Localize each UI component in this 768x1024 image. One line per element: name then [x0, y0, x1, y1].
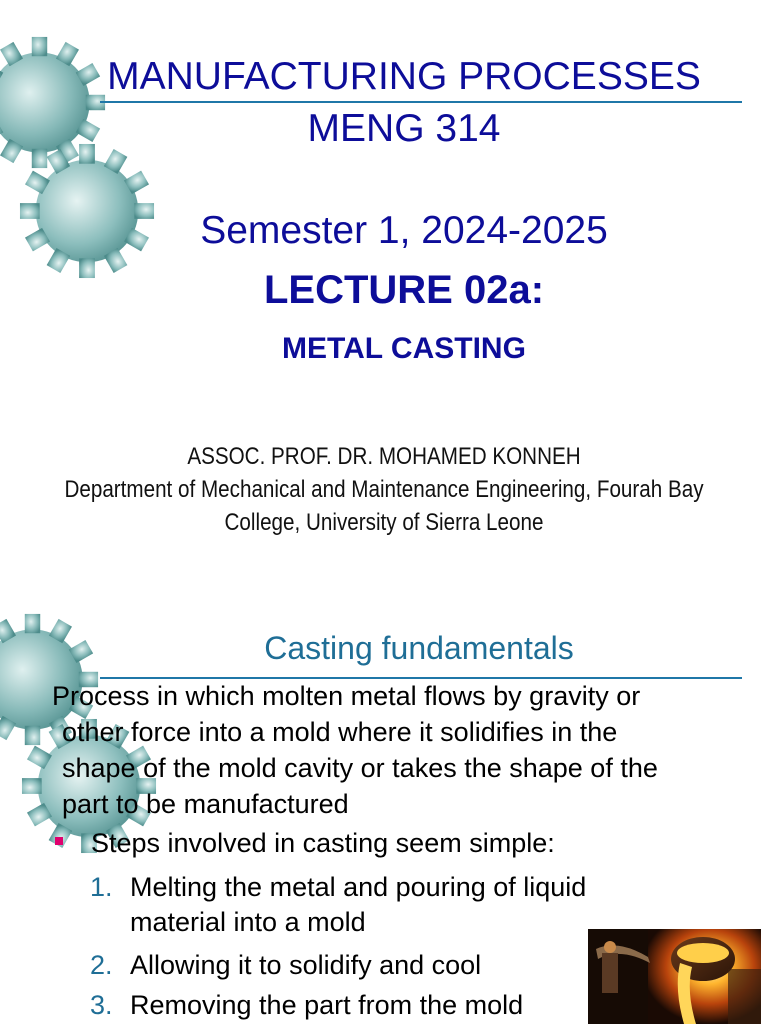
step-number: 1.	[90, 872, 113, 902]
course-title: MANUFACTURING PROCESSES	[107, 55, 701, 98]
author-name: ASSOC. PROF. DR. MOHAMED KONNEH	[187, 443, 581, 470]
author-institution: College, University of Sierra Leone	[224, 509, 544, 536]
semester: Semester 1, 2024-2025	[200, 209, 608, 252]
slide-title: Casting fundamentals	[264, 630, 574, 666]
step-text: Removing the part from the mold	[130, 990, 524, 1020]
step-text: Allowing it to solidify and cool	[130, 950, 482, 980]
step-number: 3.	[90, 990, 113, 1020]
lecture-number: LECTURE 02a:	[263, 268, 545, 312]
bullet-text: Steps involved in casting seem simple:	[91, 828, 555, 858]
paragraph-line: Process in which molten metal flows by gravity or	[52, 681, 641, 711]
bullet-marker-icon	[55, 837, 63, 845]
definition-paragraph	[52, 678, 742, 822]
content-slide	[0, 512, 768, 1024]
author-department: Department of Mechanical and Maintenance Engineering, Fourah Bay	[64, 476, 704, 503]
molten-metal-photo	[588, 929, 761, 1024]
paragraph-line: other force into a mold where it solidifies in the	[62, 717, 618, 747]
step-text-continued: material into a mold	[130, 907, 366, 937]
paragraph-line: shape of the mold cavity or takes the shape of the	[62, 753, 658, 783]
step-text: Melting the metal and pouring of liquid	[130, 872, 587, 902]
lecture-topic: METAL CASTING	[282, 332, 526, 365]
paragraph-line: part to be manufactured	[62, 789, 349, 819]
step-number: 2.	[90, 950, 113, 980]
course-code: MENG 314	[307, 107, 501, 150]
title-rule	[100, 101, 742, 103]
